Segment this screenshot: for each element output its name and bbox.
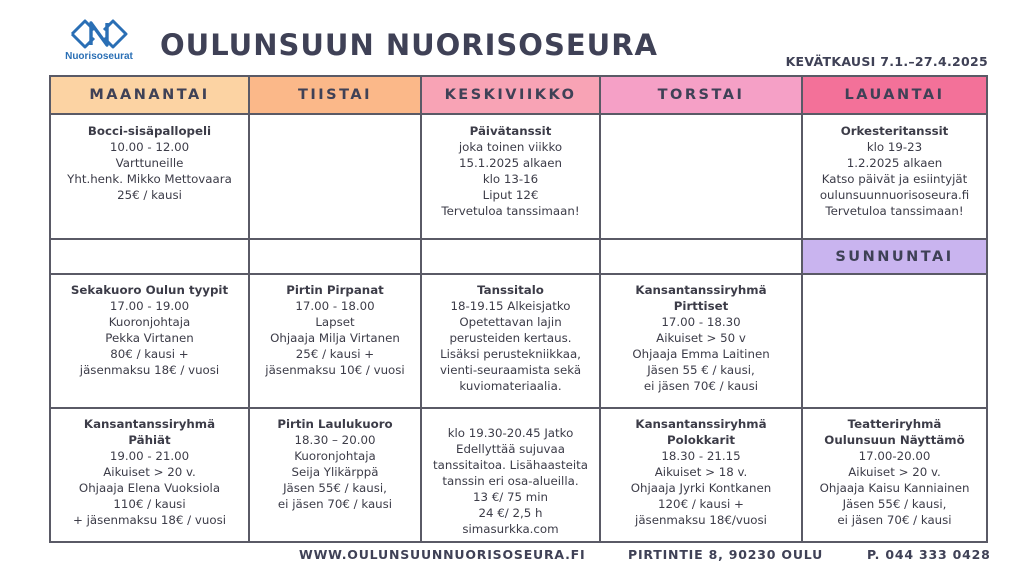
activity-detail: Aikuiset > 50 v xyxy=(656,331,746,345)
day-header-tiistai xyxy=(250,77,420,113)
activity-detail: ei jäsen 70€ / kausi xyxy=(277,497,393,511)
day-label: KESKIVIIKKO xyxy=(444,87,577,103)
activity-detail: ei jäsen 70€ / kausi xyxy=(837,513,952,527)
day-header-maanantai xyxy=(51,77,248,113)
logo-text: Nuorisoseurat xyxy=(65,51,133,62)
activity-detail: ei jäsen 70€ / kausi xyxy=(643,379,759,393)
activity-detail: 17.00 - 18.30 xyxy=(661,315,741,329)
activity-detail: 25€ / kausi + xyxy=(295,347,375,361)
activity-detail: 18-19.15 Alkeisjatko xyxy=(450,299,571,313)
activity-detail: 19.00 - 21.00 xyxy=(109,449,190,463)
activity-detail: 15.1.2025 alkaen xyxy=(459,156,562,170)
activity-detail: Kuoronjohtaja xyxy=(108,315,191,329)
day-label: TORSTAI xyxy=(657,87,745,103)
grid-divider xyxy=(51,407,986,409)
activity-title: Oulunsuun Näyttämö xyxy=(824,433,965,447)
activity-title: Bocci-sisäpallopeli xyxy=(87,124,212,138)
activity-detail: 18.30 - 21.15 xyxy=(661,449,741,463)
activity-detail: Kuoronjohtaja xyxy=(294,449,376,463)
activity-detail: klo 13-16 xyxy=(482,172,539,186)
activity-detail: simasurkka.com xyxy=(462,522,559,536)
activity-detail: Katso päivät ja esiintyjät xyxy=(821,172,968,186)
activity-detail: 120€ / kausi + xyxy=(658,497,744,511)
activity-detail: Jäsen 55€ / kausi, xyxy=(842,497,947,511)
activity-title: Teatteriryhmä xyxy=(847,417,942,431)
activity-detail: Jäsen 55€ / kausi, xyxy=(283,481,387,495)
activity-detail: tanssitaitoa. Lisähaasteita xyxy=(433,458,588,472)
activity-detail: Pekka Virtanen xyxy=(105,331,194,345)
activity-title: Tanssitalo xyxy=(477,283,544,297)
logo xyxy=(58,18,140,68)
activity-detail: 18.30 – 20.00 xyxy=(294,433,376,447)
activity-detail: Ohjaaja Jyrki Kontkanen xyxy=(630,481,772,495)
logo-icon xyxy=(68,18,130,50)
day-label: TIISTAI xyxy=(297,87,372,103)
activity-detail: Ohjaaja Emma Laitinen xyxy=(632,347,770,361)
activity-detail: Lisäksi perustekniikkaa, xyxy=(440,347,581,361)
schedule-cell-orkesteritanssit xyxy=(803,123,986,219)
activity-title: Pirtin Laulukuoro xyxy=(277,417,393,431)
activity-detail: 110€ / kausi xyxy=(113,497,186,511)
activity-detail: Ohjaaja Elena Vuoksiola xyxy=(78,481,221,495)
activity-detail: Lapset xyxy=(315,315,355,329)
schedule-cell-pirttiset xyxy=(601,282,801,394)
activity-detail: Ohjaaja Kaisu Kanniainen xyxy=(819,481,970,495)
activity-title: Sekakuoro Oulun tyypit xyxy=(70,283,229,297)
activity-detail: 25€ / kausi xyxy=(117,188,182,202)
activity-detail: 1.2.2025 alkaen xyxy=(846,156,943,170)
activity-detail: Seija Ylikärppä xyxy=(291,465,379,479)
footer-website[interactable]: WWW.OULUNSUUNNUORISOSEURA.FI xyxy=(299,547,586,562)
activity-detail: jäsenmaksu 10€ / vuosi xyxy=(265,363,405,377)
activity-detail: 13 €/ 75 min xyxy=(473,490,548,504)
activity-title: Orkesteritanssit xyxy=(840,124,949,138)
day-header-sunnuntai xyxy=(803,240,986,273)
activity-title: Pirtin Pirpanat xyxy=(286,283,384,297)
activity-detail: Tervetuloa tanssimaan! xyxy=(441,204,580,218)
activity-detail: Aikuiset > 18 v. xyxy=(654,465,748,479)
schedule-cell-teatteriryhma xyxy=(803,416,986,528)
activity-title: Kansantanssiryhmä xyxy=(635,417,767,431)
activity-detail: Tervetuloa tanssimaan! xyxy=(825,204,964,218)
activity-detail: Aikuiset > 20 v. xyxy=(103,465,196,479)
schedule-cell-pahiat xyxy=(51,416,248,528)
activity-detail: 80€ / kausi + xyxy=(110,347,189,361)
activity-title: Kansantanssiryhmä xyxy=(83,417,216,431)
day-label: LAUANTAI xyxy=(844,87,945,103)
schedule-cell-tanssitalo xyxy=(422,282,599,394)
activity-title: Päivätanssit xyxy=(469,124,552,138)
activity-detail: 24 €/ 2,5 h xyxy=(478,506,543,520)
activity-detail: Edellyttää sujuvaa xyxy=(455,442,565,456)
activity-detail: Ohjaaja Milja Virtanen xyxy=(270,331,400,345)
footer-phone: P. 044 333 0428 xyxy=(867,547,991,562)
grid-divider xyxy=(51,238,986,240)
activity-detail: + jäsenmaksu 18€ / vuosi xyxy=(72,513,227,527)
activity-detail: Aikuiset > 20 v. xyxy=(848,465,941,479)
activity-detail: klo 19.30-20.45 Jatko xyxy=(447,426,574,440)
activity-detail: Yht.henk. Mikko Mettovaara xyxy=(67,172,232,186)
activity-title: Pähiät xyxy=(128,433,171,447)
activity-detail: 17.00 - 19.00 xyxy=(109,299,190,313)
schedule-cell-tanssitalo-jatko xyxy=(422,425,599,537)
day-header-keskiviikko xyxy=(422,77,599,113)
schedule-cell-polokkarit xyxy=(601,416,801,528)
activity-detail: jäsenmaksu 18€/vuosi xyxy=(635,513,767,527)
day-label: SUNNUNTAI xyxy=(835,248,954,265)
day-header-torstai xyxy=(601,77,801,113)
schedule-cell-bocci xyxy=(51,123,248,203)
grid-divider xyxy=(51,273,986,275)
day-header-lauantai xyxy=(803,77,986,113)
activity-detail: 17.00-20.00 xyxy=(858,449,931,463)
activity-detail: Jäsen 55 € / kausi, xyxy=(647,363,755,377)
activity-detail: Opetettavan lajin xyxy=(459,315,562,329)
activity-title: Kansantanssiryhmä xyxy=(635,283,767,297)
schedule-cell-pirpanat xyxy=(250,282,420,378)
activity-detail: 10.00 - 12.00 xyxy=(109,140,190,154)
activity-detail: perusteiden kertaus. xyxy=(449,331,572,345)
activity-detail: Liput 12€ xyxy=(482,188,539,202)
schedule-cell-laulukuoro xyxy=(250,416,420,512)
activity-title: Polokkarit xyxy=(666,433,736,447)
activity-detail: oulunsuunnuorisoseura.fi xyxy=(819,188,970,202)
page-title: OULUNSUUN NUORISOSEURA xyxy=(160,28,658,62)
grid-divider xyxy=(51,113,986,115)
activity-detail: vienti-seuraamista sekä xyxy=(439,363,582,377)
activity-detail: jäsenmaksu 18€ / vuosi xyxy=(79,363,220,377)
schedule-cell-paivatanssit xyxy=(422,123,599,219)
activity-detail: kuviomateriaalia. xyxy=(459,379,562,393)
activity-detail: tanssin eri osa-alueilla. xyxy=(442,474,579,488)
activity-detail: Varttuneille xyxy=(115,156,184,170)
activity-title: Pirttiset xyxy=(673,299,729,313)
activity-detail: 17.00 - 18.00 xyxy=(295,299,375,313)
footer-address: PIRTINTIE 8, 90230 OULU xyxy=(628,547,824,562)
day-label: MAANANTAI xyxy=(89,87,210,103)
activity-detail: joka toinen viikko xyxy=(458,140,563,154)
schedule-grid xyxy=(49,75,988,543)
season-dates: KEVÄTKAUSI 7.1.–27.4.2025 xyxy=(785,54,988,69)
schedule-cell-sekakuoro xyxy=(51,282,248,378)
activity-detail: klo 19-23 xyxy=(866,140,923,154)
